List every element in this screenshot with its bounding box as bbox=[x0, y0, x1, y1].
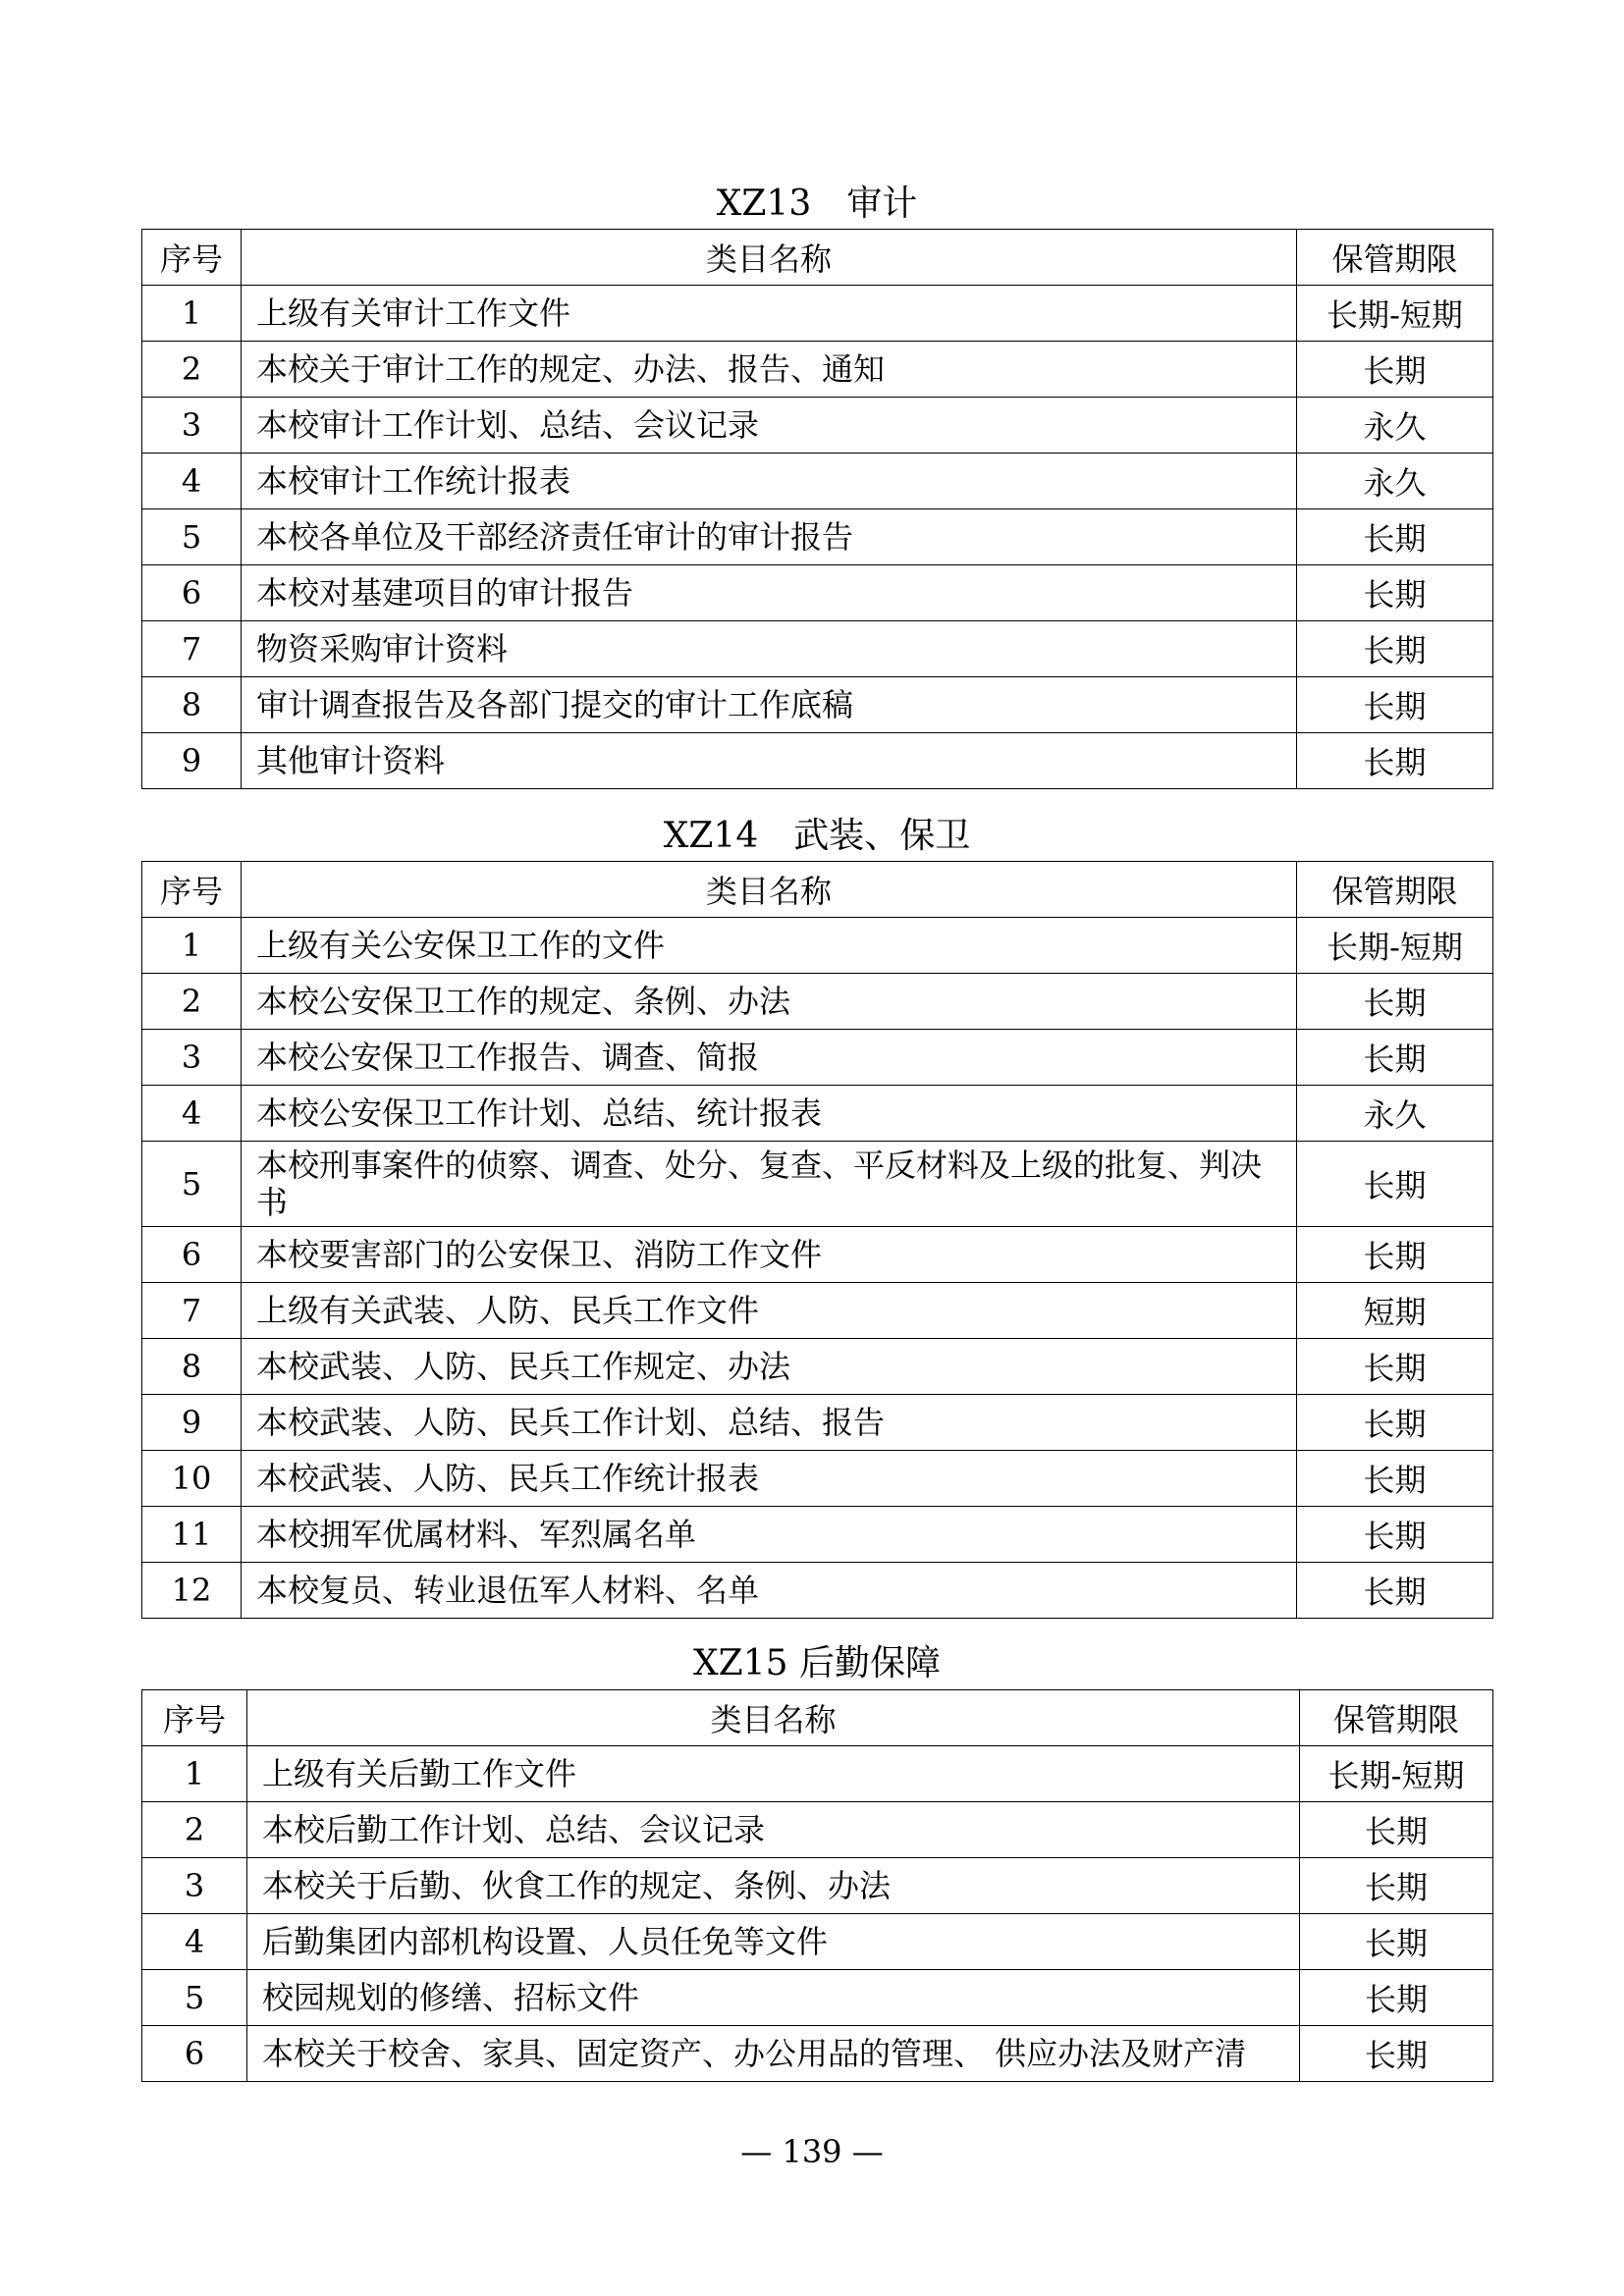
row-no: 5 bbox=[142, 1970, 247, 2026]
row-period: 长期 bbox=[1297, 1030, 1493, 1086]
row-name: 本校关于校舍、家具、固定资产、办公用品的管理、 供应办法及财产清 bbox=[247, 2026, 1300, 2082]
table-row bbox=[142, 1914, 1493, 1970]
row-period: 长期 bbox=[1300, 2026, 1493, 2082]
row-no: 9 bbox=[142, 1395, 242, 1451]
row-no: 10 bbox=[142, 1451, 242, 1507]
row-name: 上级有关武装、人防、民兵工作文件 bbox=[242, 1283, 1297, 1339]
table-row bbox=[142, 1283, 1493, 1339]
row-period: 长期 bbox=[1297, 1451, 1493, 1507]
table-row bbox=[142, 974, 1493, 1030]
row-name: 上级有关后勤工作文件 bbox=[247, 1746, 1300, 1802]
row-name: 本校武装、人防、民兵工作统计报表 bbox=[242, 1451, 1297, 1507]
row-name: 本校关于后勤、伙食工作的规定、条例、办法 bbox=[247, 1858, 1300, 1914]
row-period: 永久 bbox=[1297, 454, 1493, 509]
row-period: 长期 bbox=[1300, 1914, 1493, 1970]
catalog-table-xz14 bbox=[141, 861, 1493, 1619]
row-name: 其他审计资料 bbox=[242, 733, 1297, 789]
table-row bbox=[142, 1563, 1493, 1619]
table-row bbox=[142, 1086, 1493, 1142]
row-no: 4 bbox=[142, 454, 242, 509]
row-period: 长期 bbox=[1300, 1970, 1493, 2026]
row-name: 本校关于审计工作的规定、办法、报告、通知 bbox=[242, 342, 1297, 398]
table-row bbox=[142, 1746, 1493, 1802]
row-period: 长期-短期 bbox=[1300, 1746, 1493, 1802]
row-period: 长期 bbox=[1297, 1507, 1493, 1563]
table-row bbox=[142, 509, 1493, 565]
row-name: 本校后勤工作计划、总结、会议记录 bbox=[247, 1802, 1300, 1858]
table-row bbox=[142, 733, 1493, 789]
header-name: 类目名称 bbox=[247, 1690, 1300, 1746]
table-row bbox=[142, 2026, 1493, 2082]
row-period: 短期 bbox=[1297, 1283, 1493, 1339]
section-title-xz14: XZ14 武装、保卫 bbox=[663, 816, 971, 856]
row-name: 校园规划的修缮、招标文件 bbox=[247, 1970, 1300, 2026]
table-row bbox=[142, 398, 1493, 454]
row-period: 长期 bbox=[1297, 565, 1493, 621]
row-period: 长期 bbox=[1300, 1802, 1493, 1858]
row-name: 物资采购审计资料 bbox=[242, 621, 1297, 677]
header-no: 序号 bbox=[142, 862, 242, 918]
row-name: 本校要害部门的公安保卫、消防工作文件 bbox=[242, 1227, 1297, 1283]
table-header-row bbox=[142, 230, 1493, 286]
row-no: 3 bbox=[142, 398, 242, 454]
row-period: 长期 bbox=[1297, 1142, 1493, 1227]
header-name: 类目名称 bbox=[242, 862, 1297, 918]
row-no: 6 bbox=[142, 2026, 247, 2082]
row-period: 长期 bbox=[1297, 733, 1493, 789]
row-no: 5 bbox=[142, 509, 242, 565]
row-period: 长期-短期 bbox=[1297, 918, 1493, 974]
row-no: 8 bbox=[142, 677, 242, 733]
row-name: 本校对基建项目的审计报告 bbox=[242, 565, 1297, 621]
row-no: 12 bbox=[142, 1563, 242, 1619]
row-period: 长期 bbox=[1297, 509, 1493, 565]
row-no: 1 bbox=[142, 286, 242, 342]
table-row bbox=[142, 1802, 1493, 1858]
row-no: 11 bbox=[142, 1507, 242, 1563]
table-row bbox=[142, 1030, 1493, 1086]
table-row bbox=[142, 286, 1493, 342]
row-period: 长期 bbox=[1297, 1395, 1493, 1451]
header-name: 类目名称 bbox=[242, 230, 1297, 286]
row-no: 2 bbox=[142, 1802, 247, 1858]
table-row bbox=[142, 454, 1493, 509]
row-name: 本校复员、转业退伍军人材料、名单 bbox=[242, 1563, 1297, 1619]
header-period: 保管期限 bbox=[1300, 1690, 1493, 1746]
row-period: 长期 bbox=[1297, 621, 1493, 677]
row-name: 本校刑事案件的侦察、调查、处分、复查、平反材料及上级的批复、判决书 bbox=[242, 1142, 1297, 1227]
row-name: 本校公安保卫工作报告、调查、简报 bbox=[242, 1030, 1297, 1086]
row-period: 长期 bbox=[1297, 677, 1493, 733]
row-no: 4 bbox=[142, 1086, 242, 1142]
catalog-table-xz13 bbox=[141, 229, 1493, 789]
header-period: 保管期限 bbox=[1297, 230, 1493, 286]
table-row bbox=[142, 565, 1493, 621]
row-period: 长期 bbox=[1300, 1858, 1493, 1914]
row-name: 本校武装、人防、民兵工作规定、办法 bbox=[242, 1339, 1297, 1395]
table-row bbox=[142, 918, 1493, 974]
row-no: 1 bbox=[142, 918, 242, 974]
table-row bbox=[142, 1227, 1493, 1283]
row-period: 长期 bbox=[1297, 974, 1493, 1030]
table-row bbox=[142, 1451, 1493, 1507]
row-period: 长期 bbox=[1297, 1339, 1493, 1395]
table-row bbox=[142, 1858, 1493, 1914]
row-name: 后勤集团内部机构设置、人员任免等文件 bbox=[247, 1914, 1300, 1970]
table-row bbox=[142, 621, 1493, 677]
table-row bbox=[142, 677, 1493, 733]
section-title-xz15: XZ15 后勤保障 bbox=[693, 1643, 941, 1683]
row-no: 2 bbox=[142, 342, 242, 398]
row-name: 上级有关公安保卫工作的文件 bbox=[242, 918, 1297, 974]
row-period: 永久 bbox=[1297, 1086, 1493, 1142]
row-no: 8 bbox=[142, 1339, 242, 1395]
page-number: — 139 — bbox=[740, 2133, 884, 2170]
row-period: 长期 bbox=[1297, 1563, 1493, 1619]
row-name: 本校公安保卫工作计划、总结、统计报表 bbox=[242, 1086, 1297, 1142]
row-no: 6 bbox=[142, 565, 242, 621]
table-row bbox=[142, 1507, 1493, 1563]
row-period: 长期 bbox=[1297, 1227, 1493, 1283]
row-no: 3 bbox=[142, 1030, 242, 1086]
header-no: 序号 bbox=[142, 230, 242, 286]
row-no: 7 bbox=[142, 1283, 242, 1339]
row-no: 7 bbox=[142, 621, 242, 677]
table-row bbox=[142, 342, 1493, 398]
table-row bbox=[142, 1395, 1493, 1451]
row-name: 本校公安保卫工作的规定、条例、办法 bbox=[242, 974, 1297, 1030]
row-name: 本校审计工作计划、总结、会议记录 bbox=[242, 398, 1297, 454]
row-period: 长期-短期 bbox=[1297, 286, 1493, 342]
table-header-row bbox=[142, 1690, 1493, 1746]
section-title-xz13: XZ13 审计 bbox=[716, 184, 918, 224]
row-no: 2 bbox=[142, 974, 242, 1030]
row-name: 上级有关审计工作文件 bbox=[242, 286, 1297, 342]
table-header-row bbox=[142, 862, 1493, 918]
row-period: 永久 bbox=[1297, 398, 1493, 454]
row-no: 1 bbox=[142, 1746, 247, 1802]
row-no: 4 bbox=[142, 1914, 247, 1970]
row-name: 本校武装、人防、民兵工作计划、总结、报告 bbox=[242, 1395, 1297, 1451]
row-no: 5 bbox=[142, 1142, 242, 1227]
row-period: 长期 bbox=[1297, 342, 1493, 398]
row-name: 本校各单位及干部经济责任审计的审计报告 bbox=[242, 509, 1297, 565]
row-name: 审计调查报告及各部门提交的审计工作底稿 bbox=[242, 677, 1297, 733]
header-period: 保管期限 bbox=[1297, 862, 1493, 918]
row-no: 9 bbox=[142, 733, 242, 789]
row-name: 本校审计工作统计报表 bbox=[242, 454, 1297, 509]
table-row bbox=[142, 1339, 1493, 1395]
row-name: 本校拥军优属材料、军烈属名单 bbox=[242, 1507, 1297, 1563]
table-row bbox=[142, 1142, 1493, 1227]
catalog-table-xz15 bbox=[141, 1689, 1493, 2082]
row-no: 6 bbox=[142, 1227, 242, 1283]
table-row bbox=[142, 1970, 1493, 2026]
header-no: 序号 bbox=[142, 1690, 247, 1746]
row-no: 3 bbox=[142, 1858, 247, 1914]
